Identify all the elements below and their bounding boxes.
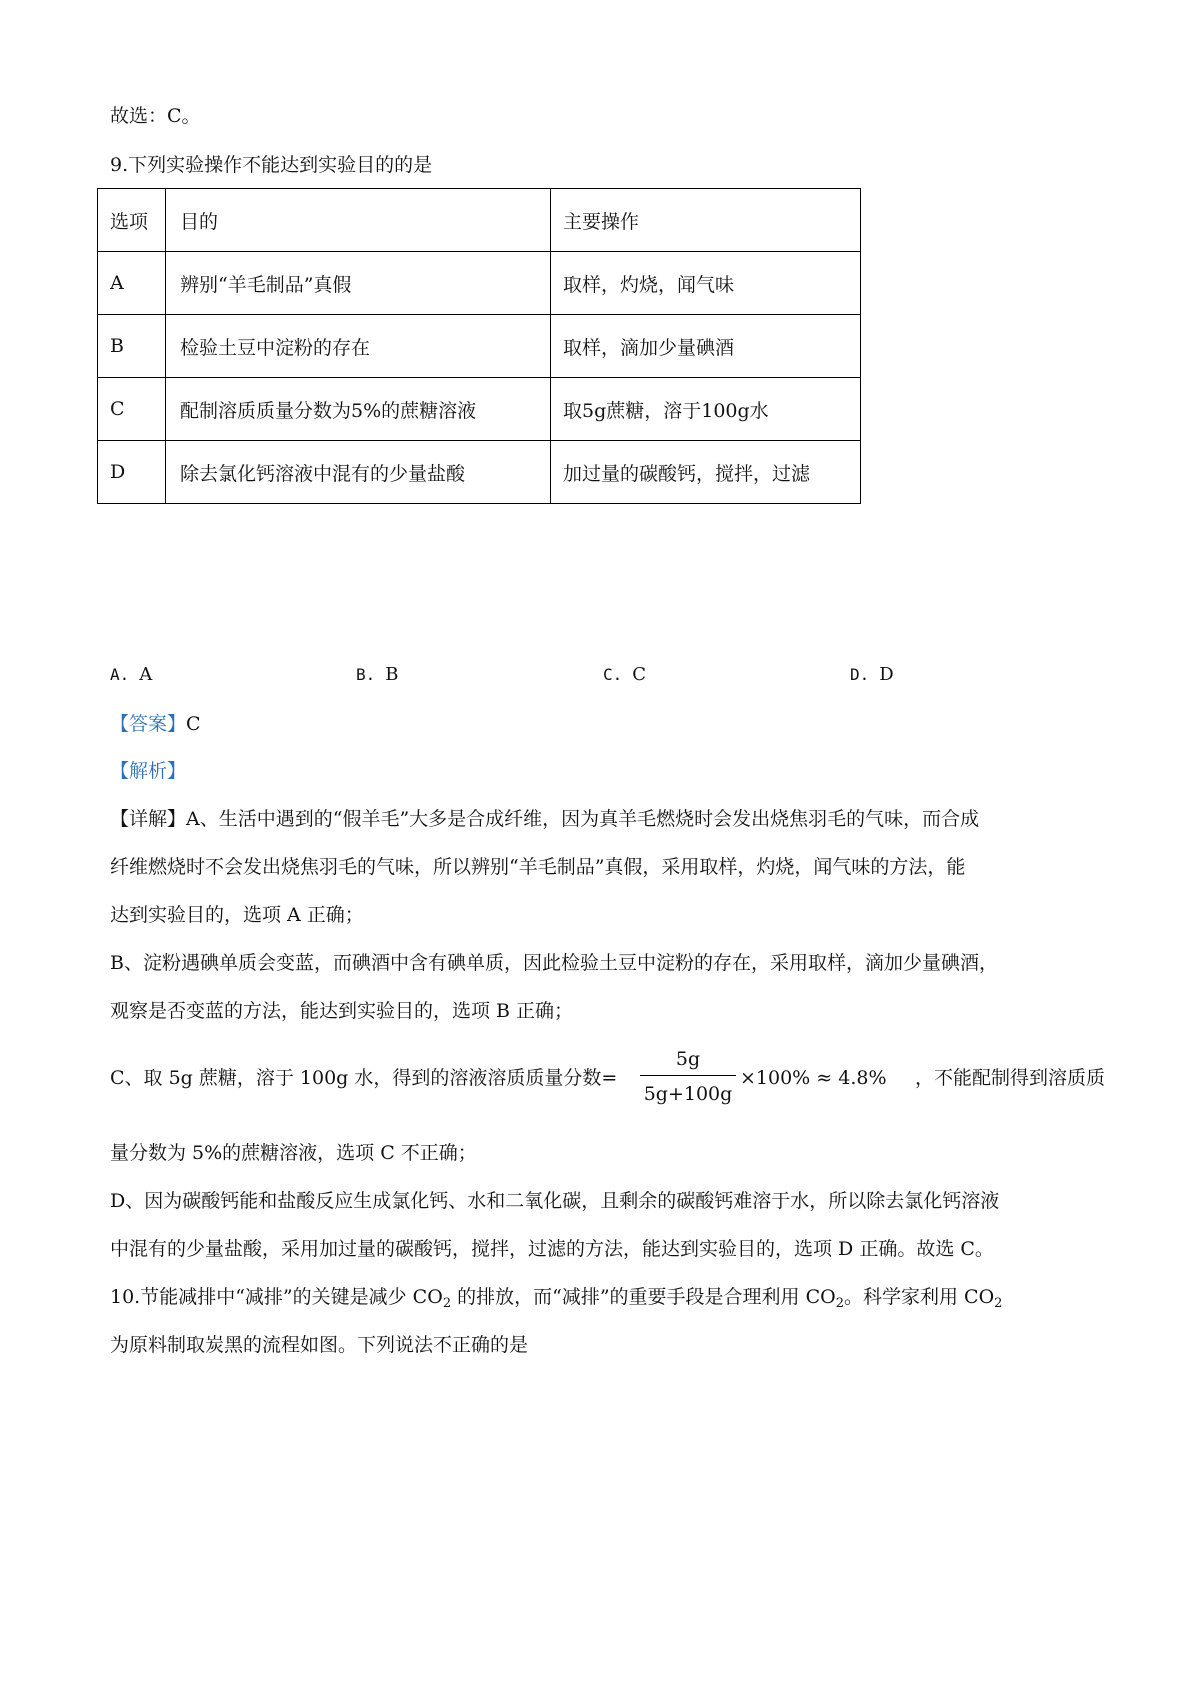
table-cell: 加过量的碳酸钙，搅拌，过滤 bbox=[551, 441, 861, 504]
answer-tag: 【答案】 bbox=[110, 713, 187, 735]
answer-value: C bbox=[186, 713, 201, 735]
question-10-stem-line-2: 为原料制取炭黑的流程如图。下列说法不正确的是 bbox=[110, 1334, 529, 1356]
table-header-row bbox=[98, 189, 861, 252]
table-cell: 检验土豆中淀粉的存在 bbox=[166, 315, 551, 378]
subscript: 2 bbox=[835, 1296, 844, 1311]
formula-after-text: ，不能配制得到溶质质 bbox=[915, 1067, 1106, 1089]
table-row bbox=[98, 378, 861, 441]
question-10-stem-line-1 bbox=[110, 1284, 1002, 1310]
table-cell: 辨别“羊毛制品”真假 bbox=[166, 252, 551, 315]
option-key: C. bbox=[603, 665, 623, 684]
option-key: D. bbox=[850, 665, 870, 684]
table-cell: 取样，灼烧，闻气味 bbox=[551, 252, 861, 315]
formula-result: ×100% ≈ 4.8% bbox=[740, 1067, 887, 1089]
analysis-tag bbox=[110, 758, 186, 784]
formula-denominator: 5g+100g bbox=[643, 1083, 733, 1105]
table-cell: 取样，滴加少量碘酒 bbox=[551, 315, 861, 378]
formula-numerator: 5g bbox=[675, 1048, 701, 1070]
explanation-line-8: D、因为碳酸钙能和盐酸反应生成氯化钙、水和二氧化碳，且剩余的碳酸钙难溶于水，所以除去氯化钙溶液 bbox=[110, 1190, 1000, 1212]
explanation-line-1 bbox=[110, 806, 979, 832]
explanation-line-5: 观察是否变蓝的方法，能达到实验目的，选项 B 正确； bbox=[110, 1000, 574, 1022]
table-cell: D bbox=[98, 441, 166, 504]
explanation-line-6: C、取 5g 蔗糖，溶于 100g 水，得到的溶液溶质质量分数= bbox=[110, 1067, 618, 1089]
table-row bbox=[98, 252, 861, 315]
explanation-line-2: 纤维燃烧时不会发出烧焦羽毛的气味，所以辨别“羊毛制品”真假，采用取样，灼烧，闻气味的方法，能 bbox=[110, 856, 966, 878]
mass-fraction-formula bbox=[640, 1046, 736, 1107]
table-row bbox=[98, 315, 861, 378]
option-a bbox=[110, 664, 152, 685]
table-cell: 取5g蔗糖，溶于100g水 bbox=[551, 378, 861, 441]
table-header-cell: 主要操作 bbox=[551, 189, 861, 252]
option-key: B. bbox=[356, 665, 376, 684]
question-9-stem: 9.下列实验操作不能达到实验目的的是 bbox=[110, 154, 433, 176]
previous-answer: 故选：C。 bbox=[110, 105, 201, 127]
explanation-line-3: 达到实验目的，选项 A 正确； bbox=[110, 904, 364, 926]
option-value: C bbox=[632, 664, 647, 685]
table-cell: C bbox=[98, 378, 166, 441]
option-value: B bbox=[385, 664, 399, 685]
table-row bbox=[98, 441, 861, 504]
option-value: A bbox=[139, 664, 153, 685]
explanation-line-9: 中混有的少量盐酸，采用加过量的碳酸钙，搅拌，过滤的方法，能达到实验目的，选项 D 正确。故选 C。 bbox=[110, 1238, 994, 1260]
table-header-cell: 目的 bbox=[166, 189, 551, 252]
q10-text: 的排放，而“减排”的重要手段是合理利用 CO bbox=[451, 1286, 836, 1308]
explanation-text: A、生活中遇到的“假羊毛”大多是合成纤维，因为真羊毛燃烧时会发出烧焦羽毛的气味，而合成 bbox=[186, 808, 980, 830]
option-value: D bbox=[879, 664, 894, 685]
table-header-cell: 选项 bbox=[98, 189, 166, 252]
table-cell: B bbox=[98, 315, 166, 378]
table-cell: A bbox=[98, 252, 166, 315]
question-9-table bbox=[97, 188, 861, 504]
subscript: 2 bbox=[442, 1296, 452, 1311]
answer-line bbox=[110, 711, 201, 737]
explanation-line-4: B、淀粉遇碘单质会变蓝，而碘酒中含有碘单质，因此检验土豆中淀粉的存在，采用取样，滴加少量碘酒， bbox=[110, 952, 998, 974]
detail-tag: 【详解】 bbox=[110, 808, 187, 830]
table-cell: 除去氯化钙溶液中混有的少量盐酸 bbox=[166, 441, 551, 504]
q10-text: 10.节能减排中“减排”的关键是减少 CO bbox=[110, 1286, 443, 1308]
option-c bbox=[603, 664, 646, 685]
option-d bbox=[850, 664, 894, 685]
fraction-bar bbox=[640, 1075, 736, 1076]
subscript: 2 bbox=[994, 1296, 1003, 1311]
q10-text: 。科学家利用 CO bbox=[844, 1286, 995, 1308]
option-key: A. bbox=[110, 665, 130, 684]
analysis-label: 【解析】 bbox=[110, 760, 187, 782]
option-b bbox=[356, 664, 399, 685]
table-cell: 配制溶质质量分数为5%的蔗糖溶液 bbox=[166, 378, 551, 441]
explanation-line-7: 量分数为 5%的蔗糖溶液，选项 C 不正确； bbox=[110, 1142, 477, 1164]
